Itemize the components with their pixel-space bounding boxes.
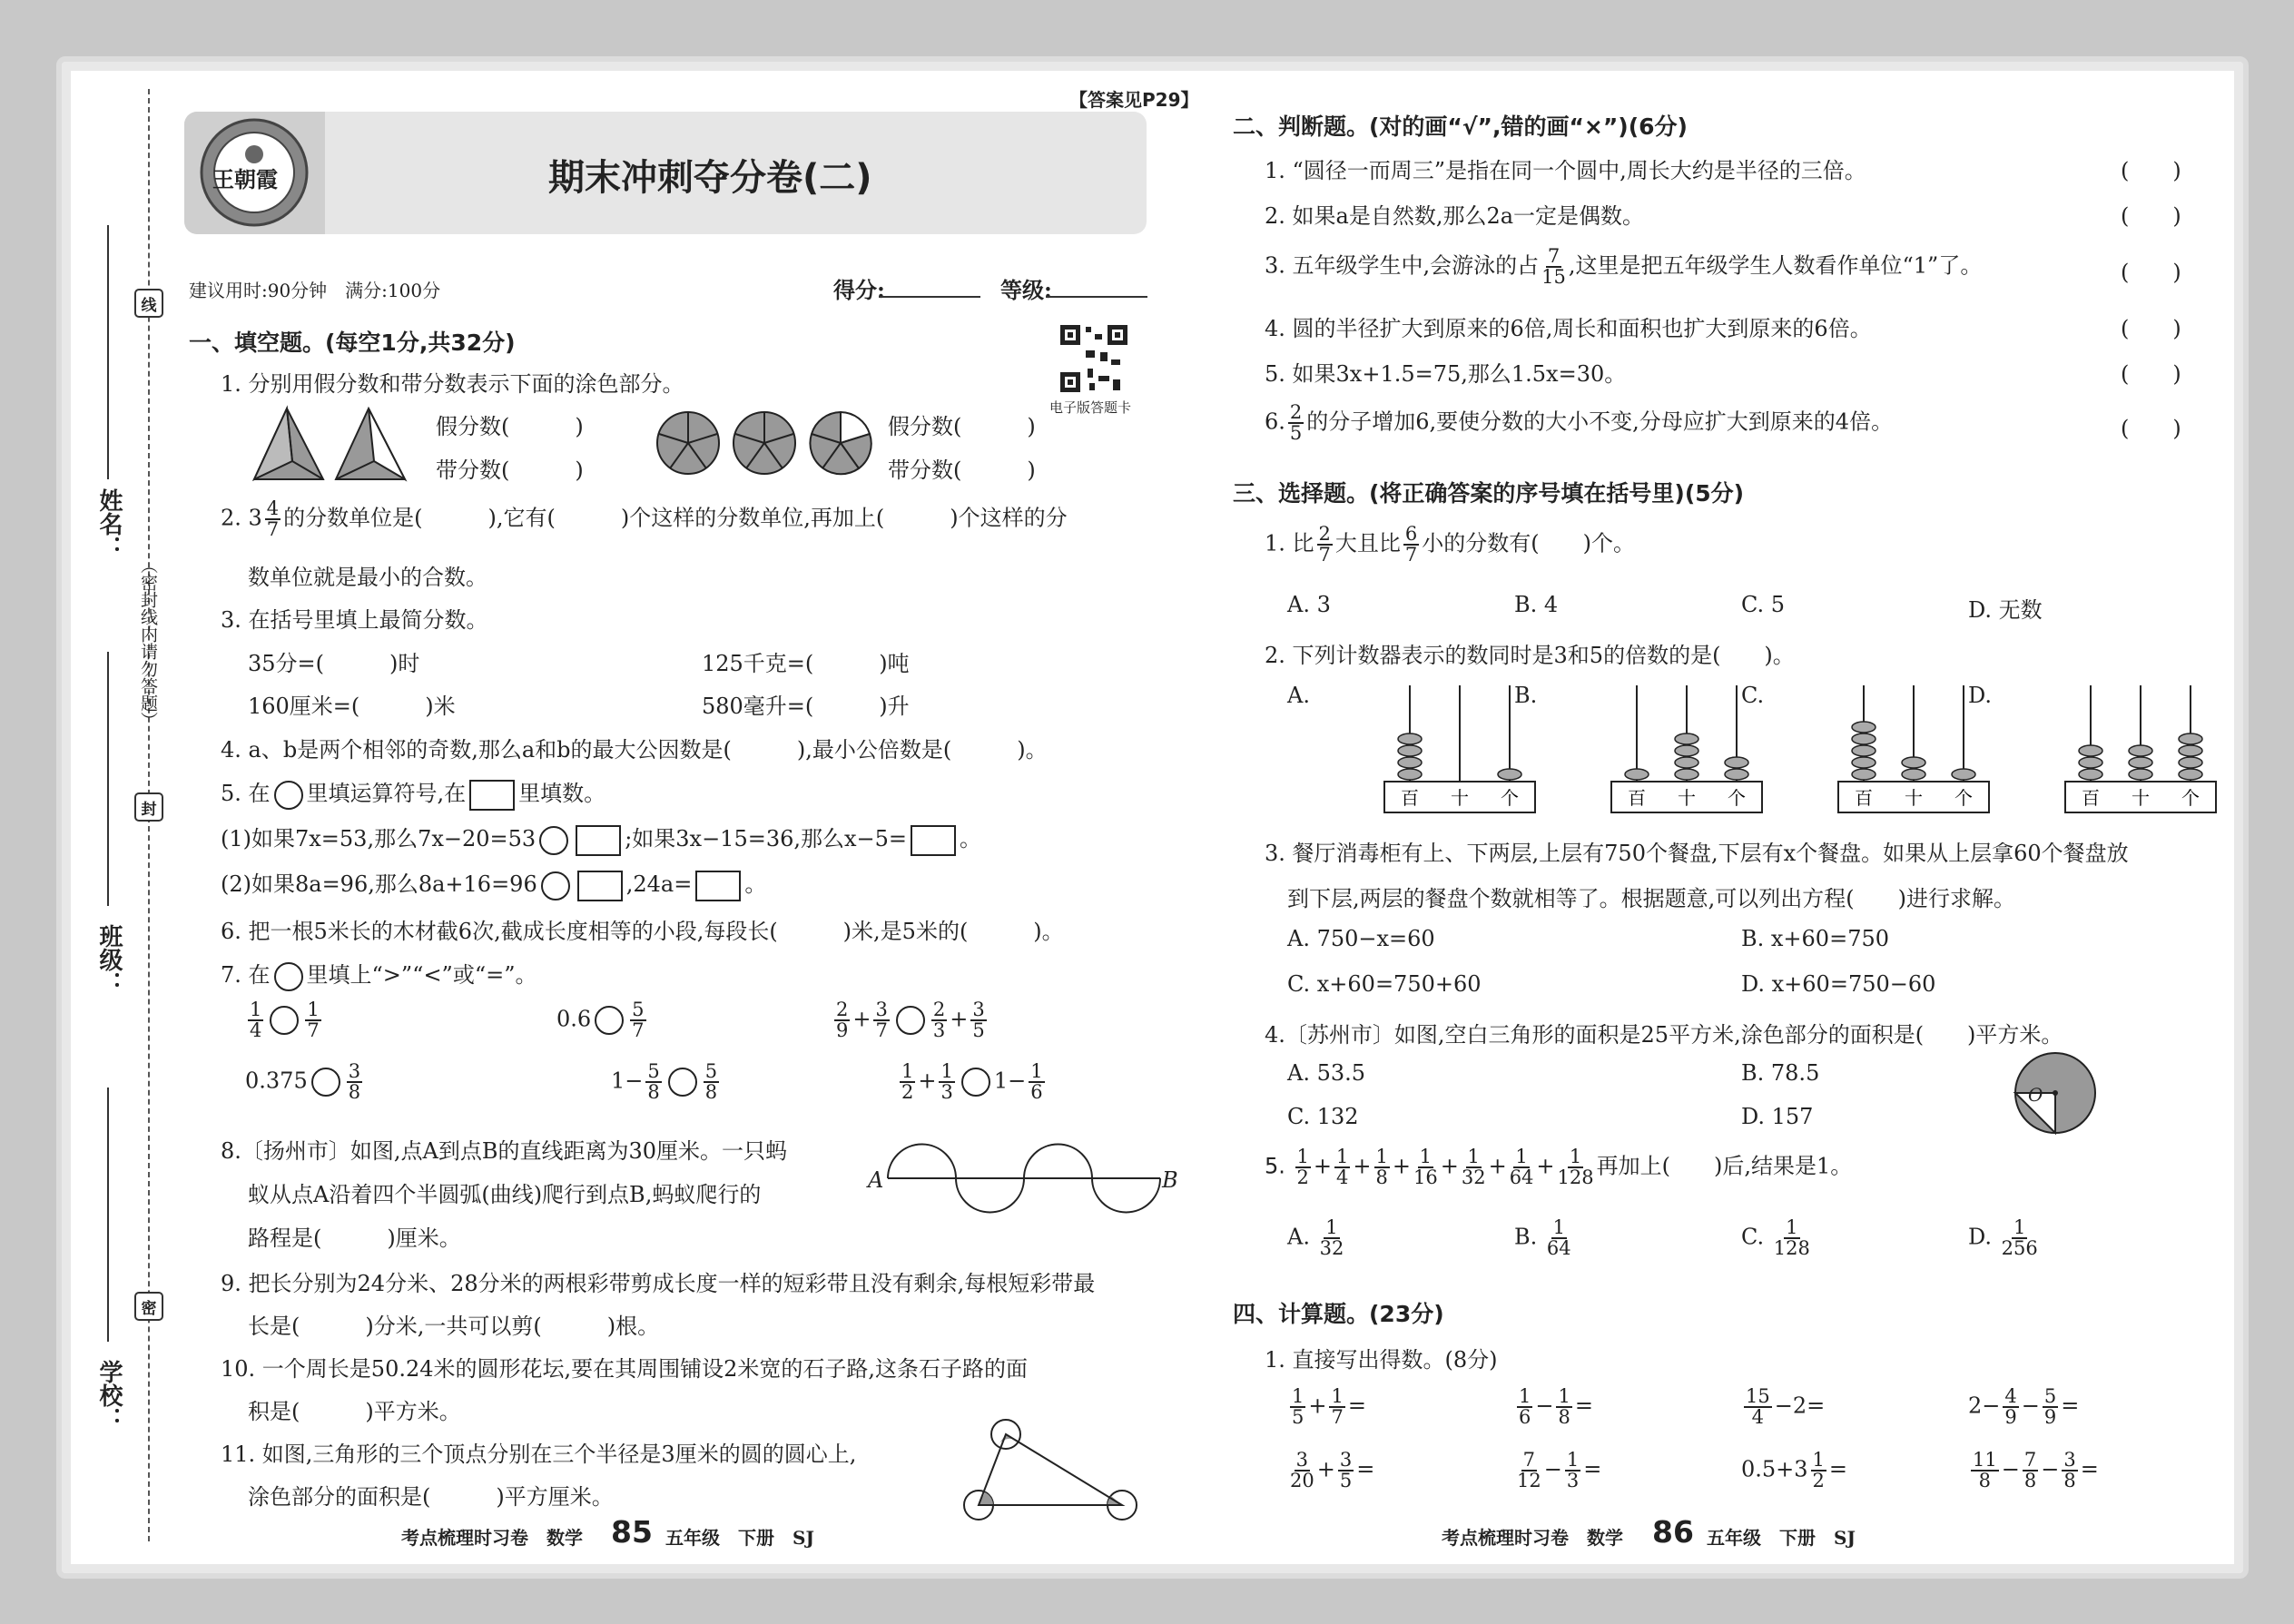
c5-opt-D-label: D. [1968, 1224, 1993, 1250]
calc1-heading: 1. 直接写出得数。(8分) [1265, 1347, 1498, 1373]
c5-f2d: 4 [1336, 1166, 1349, 1188]
c5-opt-C[interactable] [1741, 1218, 1813, 1258]
c1-post: 小的分数有( )个。 [1422, 530, 1636, 556]
q5-b: 里填运算符号,在 [306, 781, 467, 806]
abacus-col-label: 十 [1451, 787, 1469, 809]
c5-opt-A-num: 1 [1325, 1216, 1338, 1238]
judge-6-post: 的分子增加6,要使分数的大小不变,分母应扩大到原来的4倍。 [1306, 408, 1894, 435]
q1-improper-1[interactable]: 假分数( ) [436, 414, 584, 439]
abacus-col-label: 十 [2132, 787, 2150, 809]
name-underline [107, 225, 109, 479]
q5-2 [221, 866, 766, 901]
abacus-col-label: 十 [1905, 787, 1923, 809]
abacus-col-label: 个 [1954, 787, 1973, 809]
abacus-bead [1498, 769, 1521, 780]
q1-mixed-1[interactable]: 带分数( ) [436, 458, 584, 483]
c4-opt-C[interactable]: C. 132 [1287, 1104, 1359, 1129]
q1-mixed-2[interactable]: 带分数( ) [888, 458, 1036, 483]
abacus-bead [2179, 757, 2202, 768]
c3-opt-B[interactable]: B. x+60=750 [1741, 926, 1889, 951]
score-blank[interactable] [879, 296, 980, 298]
school-label: 学校： [95, 1360, 123, 1431]
q5-1-box2[interactable] [911, 825, 956, 856]
q7-3-dd: 5 [972, 1019, 985, 1041]
calc-3[interactable]: $\frac{15}{4}$ −2= [1746, 1385, 1826, 1428]
choice-4: 4.〔苏州市〕如图,空白三角形的面积是25平方米,涂色部分的面积是( )平方米。 [1265, 1022, 2063, 1048]
c1-pre: 1. 比 [1265, 530, 1314, 556]
q2-line2: 数单位就是最小的合数。 [248, 565, 487, 590]
choice-5: 5. $\frac{1}{2}$ + $\frac{1}{4}$ + $\frac{1}{8}$ + $\frac{1}{16}$ + $\frac{1}{32}$ + $\frac{1}{64}$ + $\frac{1}{128}$ 再加上( )后,结果是1。 [1265, 1146, 1853, 1188]
abacus-bead [1725, 757, 1748, 768]
grade-blank[interactable] [1046, 296, 1147, 298]
q3-text: 3. 在括号里填上最简分数。 [221, 607, 488, 633]
q1-improper-2[interactable]: 假分数( ) [888, 414, 1036, 439]
abacus-bead [1675, 733, 1698, 744]
c2-label-A[interactable]: A. [1287, 683, 1310, 708]
q7-item-4[interactable] [245, 1062, 365, 1102]
q5-c: 里填数。 [518, 781, 606, 806]
q7-1-ld: 4 [250, 1019, 262, 1041]
section3-heading: 三、选择题。(将正确答案的序号填在括号里)(5分) [1233, 480, 1745, 507]
abacus-A [1383, 684, 1537, 820]
c3-opt-D[interactable]: D. x+60=750−60 [1741, 971, 1936, 997]
abacus-bead [1398, 733, 1422, 744]
abacus-col-label: 百 [1855, 787, 1873, 809]
c5-f2n: 1 [1336, 1146, 1349, 1167]
q5-1c: 。 [960, 826, 982, 851]
judge-3-pre: 3. 五年级学生中,会游泳的占 [1265, 252, 1540, 279]
abacus-bead [1852, 733, 1876, 744]
q5-2-box1[interactable] [577, 871, 623, 901]
q7-3-cd: 3 [932, 1019, 946, 1041]
c4-opt-D[interactable]: D. 157 [1741, 1104, 1814, 1129]
q2-frac [265, 499, 281, 539]
judge-3-den: 15 [1541, 266, 1566, 288]
abacus-bead [1902, 769, 1925, 780]
abacus-bead [1398, 769, 1422, 780]
abacus-bead [1398, 757, 1422, 768]
q8-line3: 路程是( )厘米。 [248, 1225, 461, 1251]
judge-6-den: 5 [1289, 422, 1303, 444]
c2-label-C[interactable]: C. [1741, 683, 1765, 708]
q6-text: 6. 把一根5米长的木材截6次,截成长度相等的小段,每段长( )米,是5米的( )。 [221, 919, 1064, 944]
c5-f1d: 2 [1296, 1166, 1309, 1188]
choice-1 [1265, 525, 1635, 565]
q5-2b: ,24a= [625, 871, 693, 897]
q7-6-bn: 1 [940, 1060, 953, 1082]
abacus-col-label: 个 [1728, 787, 1746, 809]
q5-2a: (2)如果8a=96,那么8a+16=96 [221, 871, 537, 897]
abacus-bead [2079, 745, 2102, 756]
section2-heading: 二、判断题。(对的画“√”,错的画“×”)(6分) [1233, 113, 1688, 140]
c5-opt-B-num: 1 [1552, 1216, 1565, 1238]
abacus-bead [1675, 757, 1698, 768]
abacus-col-label: 百 [2082, 787, 2100, 809]
c4-circle-diagram [2012, 1049, 2099, 1137]
q7-text [221, 957, 537, 991]
c5-f3n: 1 [1375, 1146, 1388, 1167]
answer-ref: 【答案见P29】 [1069, 89, 1199, 111]
q5-1 [221, 821, 981, 856]
page-number-left: 85 [611, 1514, 653, 1550]
c5-post: 再加上( )后,结果是1。 [1596, 1153, 1853, 1179]
abacus-C [1836, 684, 1991, 820]
q3-item-2[interactable]: 125千克=( )吨 [702, 651, 910, 676]
c4-opt-B[interactable]: B. 78.5 [1741, 1060, 1820, 1086]
q7-circle-icon [274, 962, 303, 991]
q7-item-5[interactable] [611, 1062, 722, 1102]
calc-2[interactable]: $\frac{1}{6}$ − $\frac{1}{8}$ = [1519, 1385, 1593, 1428]
calc-6[interactable]: $\frac{7}{12}$ − $\frac{1}{3}$ = [1517, 1449, 1602, 1491]
judge-4: 4. 圆的半径扩大到原来的6倍,周长和面积也扩大到原来的6倍。 [1265, 316, 1872, 341]
q7-6-an: 1 [901, 1060, 914, 1082]
c5-f7d: 128 [1557, 1166, 1594, 1188]
c5-opt-D-den: 256 [2001, 1237, 2038, 1259]
c5-f4d: 16 [1413, 1166, 1438, 1188]
qr-code[interactable] [1058, 323, 1129, 394]
q3-item-4[interactable]: 580毫升=( )升 [702, 694, 910, 719]
c5-f6d: 64 [1509, 1166, 1534, 1188]
abacus-bead [1398, 745, 1422, 756]
abacus-bead [1852, 757, 1876, 768]
q7-5-fn: 5 [647, 1060, 660, 1082]
abacus-bead [1675, 745, 1698, 756]
judge-3-num: 7 [1547, 245, 1561, 267]
q7-2-rn: 5 [632, 999, 645, 1020]
q7-5-rd: 8 [704, 1081, 718, 1103]
judge-1: 1. “圆径一而周三”是指在同一个圆中,周长大约是半径的三倍。 [1265, 158, 1866, 183]
judge-5-paren[interactable]: ( ) [2121, 361, 2181, 387]
abacus-bead [2129, 757, 2152, 768]
c4-O-label: O [2028, 1084, 2043, 1106]
q5-1-circle[interactable] [539, 826, 568, 855]
footer-left-post: 五年级 下册 SJ [665, 1527, 814, 1549]
q5-2-box2[interactable] [695, 871, 741, 901]
name-label: 姓名： [95, 488, 123, 559]
abacus-bead [1675, 769, 1698, 780]
c5-opt-A-den: 32 [1319, 1237, 1344, 1259]
q7-3-bd: 7 [875, 1019, 888, 1041]
q1-circles [652, 407, 879, 483]
q7-3-circle[interactable] [896, 1006, 925, 1035]
judge-3 [1265, 247, 1982, 287]
q8-point-A: A [868, 1167, 884, 1193]
q5-a: 5. 在 [221, 781, 271, 806]
judge-6 [1265, 403, 1893, 443]
q8-arc-diagram [879, 1128, 1178, 1228]
q7-5-pre: 1− [611, 1068, 644, 1094]
calc-1[interactable]: $\frac{1}{5}$ + $\frac{1}{7}$ = [1292, 1385, 1366, 1428]
q7-3-an: 2 [836, 999, 849, 1020]
c5-opt-B-label: B. [1514, 1224, 1538, 1250]
footer-left-pre: 考点梳理时习卷 数学 [401, 1527, 583, 1549]
judge-6-pre: 6. [1265, 408, 1285, 435]
c5-f7n: 1 [1569, 1146, 1582, 1167]
c1-mid: 大且比 [1334, 530, 1401, 556]
q9-line1: 9. 把长分别为24分米、28分米的两根彩带剪成长度一样的短彩带且没有剩余,每根短彩带最 [221, 1271, 1096, 1296]
q4-text: 4. a、b是两个相邻的奇数,那么a和b的最大公因数是( ),最小公倍数是( )。 [221, 737, 1048, 763]
qr-caption: 电子版答题卡 [1049, 399, 1132, 416]
c1-opt-B[interactable]: B. 4 [1514, 592, 1559, 617]
c1-opt-D[interactable]: D. 无数 [1968, 597, 2043, 623]
c5-f5n: 1 [1467, 1146, 1480, 1167]
q7-3-cn: 2 [932, 999, 946, 1020]
calc-7[interactable]: 0.5+3 $\frac{1}{2}$ = [1741, 1449, 1848, 1491]
q3-item-1[interactable]: 35分=( )时 [248, 651, 420, 676]
c5-f3d: 8 [1375, 1166, 1388, 1188]
q5-circle-icon [274, 781, 303, 810]
q7-1-rn: 1 [307, 999, 320, 1020]
q5-text [221, 775, 605, 811]
c5-opt-B-den: 64 [1546, 1237, 1571, 1259]
abacus-col-label: 十 [1678, 787, 1696, 809]
c5-f1n: 1 [1296, 1146, 1309, 1167]
q5-box-icon [469, 780, 515, 811]
q7-5-circle[interactable] [668, 1068, 697, 1097]
q7-6-ad: 2 [901, 1081, 914, 1103]
abacus-B [1610, 684, 1764, 820]
c3-opt-A[interactable]: A. 750−x=60 [1287, 926, 1435, 951]
seal2-mark: 密 [134, 1292, 163, 1321]
q7-5-fd: 8 [647, 1081, 660, 1103]
section4-heading: 四、计算题。(23分) [1233, 1301, 1444, 1327]
q2-num: 4 [266, 497, 280, 519]
c5-opt-C-num: 1 [1786, 1216, 1798, 1238]
footer-right-post: 五年级 下册 SJ [1707, 1527, 1856, 1549]
c4-opt-A[interactable]: A. 53.5 [1287, 1060, 1366, 1086]
q10-line2: 积是( )平方米。 [248, 1399, 461, 1424]
judge-2-paren[interactable]: ( ) [2121, 203, 2181, 229]
choice-3-line1: 3. 餐厅消毒柜有上、下两层,上层有750个餐盘,下层有x个餐盘。如果从上层拿60个餐盘放 [1265, 841, 2129, 866]
choice-2: 2. 下列计数器表示的数同时是3和5的倍数的是( )。 [1265, 643, 1795, 668]
abacus-bead [2129, 745, 2152, 756]
abacus-col-label: 百 [1628, 787, 1646, 809]
q7-1-circle[interactable] [270, 1006, 299, 1035]
abacus-bead [1952, 769, 1975, 780]
q7-5-rn: 5 [704, 1060, 718, 1082]
q7-2-circle[interactable] [595, 1006, 624, 1035]
q5-2c: 。 [744, 871, 767, 897]
q7-4-left: 0.375 [245, 1068, 308, 1094]
judge-6-num: 2 [1289, 401, 1303, 423]
abacus-bead [1725, 769, 1748, 780]
judge-4-paren[interactable]: ( ) [2121, 316, 2181, 341]
q5-1-box1[interactable] [576, 825, 621, 856]
time-info: 建议用时:90分钟 满分:100分 [189, 280, 441, 301]
judge-2: 2. 如果a是自然数,那么2a一定是偶数。 [1265, 203, 1645, 229]
q7-item-2[interactable] [556, 1000, 649, 1040]
q7-6-cd: 6 [1030, 1081, 1043, 1103]
c1-opt-A[interactable]: A. 3 [1287, 592, 1331, 617]
c2-label-B[interactable]: B. [1514, 683, 1538, 708]
section1-heading: 一、填空题。(每空1分,共32分) [189, 330, 516, 356]
c5-opt-D[interactable] [1968, 1218, 2041, 1258]
abacus-bead [2129, 769, 2152, 780]
q10-line1: 10. 一个周长是50.24米的圆形花坛,要在其周围铺设2米宽的石子路,这条石子路的面 [221, 1356, 1029, 1382]
q5-2-circle[interactable] [541, 871, 570, 901]
q7-3-bn: 3 [875, 999, 888, 1020]
q2-text [221, 499, 1068, 539]
q2-prefix: 2. 3 [221, 505, 262, 531]
c1-f1d: 7 [1318, 544, 1331, 566]
c3-opt-C[interactable]: C. x+60=750+60 [1287, 971, 1482, 997]
q7-1-rd: 7 [307, 1019, 320, 1041]
school-underline [107, 1088, 109, 1342]
abacus-D [2063, 684, 2218, 820]
judge-6-paren[interactable]: ( ) [2121, 416, 2181, 441]
calc-8[interactable]: $\frac{11}{8}$ − $\frac{7}{8}$ − $\frac{3}{8}$ = [1973, 1449, 2099, 1491]
line-mark: 线 [134, 289, 163, 318]
q8-line1: 8.〔扬州市〕如图,点A到点B的直线距离为30厘米。一只蚂 [221, 1138, 788, 1164]
c1-opt-C[interactable]: C. 5 [1741, 592, 1786, 617]
q1-text: 1. 分别用假分数和带分数表示下面的涂色部分。 [221, 371, 684, 397]
q11-line1: 11. 如图,三角形的三个顶点分别在三个半径是3厘米的圆的圆心上, [221, 1442, 857, 1467]
q7-2-left: 0.6 [556, 1006, 592, 1032]
q9-line2: 长是( )分米,一共可以剪( )根。 [248, 1314, 660, 1339]
calc-5[interactable]: $\frac{3}{20}$ + $\frac{3}{5}$ = [1290, 1449, 1375, 1491]
q7-item-1[interactable] [245, 1000, 324, 1040]
abacus-bead [1625, 769, 1649, 780]
c5-f4n: 1 [1419, 1146, 1433, 1167]
logo-text: 王朝霞 [212, 166, 278, 192]
exam-title: 期末冲刺夺分卷(二) [548, 157, 872, 199]
abacus-col-label: 百 [1401, 787, 1419, 809]
q7-6-cn: 1 [1030, 1060, 1043, 1082]
class-label: 班级： [95, 924, 123, 995]
abacus-bead [2179, 745, 2202, 756]
c5-opt-D-num: 1 [2013, 1216, 2026, 1238]
abacus-bead [1852, 769, 1876, 780]
q2-post: 的分数单位是( ),它有( )个这样的分数单位,再加上( )个这样的分 [283, 505, 1068, 531]
c5-opt-A[interactable] [1287, 1218, 1346, 1258]
choice-3-line2: 到下层,两层的餐盘个数就相等了。根据题意,可以列出方程( )进行求解。 [1287, 886, 2015, 911]
grade-label: 等级: [1000, 277, 1052, 303]
exam-sheet [56, 56, 2249, 1579]
abacus-bead [1852, 722, 1876, 733]
score-label: 得分: [833, 277, 885, 303]
c5-f5d: 32 [1461, 1166, 1486, 1188]
q7-2-rd: 7 [632, 1019, 645, 1041]
q2-den: 7 [266, 518, 280, 540]
c1-f1n: 2 [1318, 523, 1331, 545]
q5-1a: (1)如果7x=53,那么7x−20=53 [221, 826, 537, 851]
class-underline [107, 652, 109, 906]
footer-right-pre: 考点梳理时习卷 数学 [1442, 1527, 1623, 1549]
abacus-bead [2179, 769, 2202, 780]
q7-3-dn: 3 [972, 999, 985, 1020]
judge-1-paren[interactable]: ( ) [2121, 158, 2181, 183]
q5-1b: ;如果3x−15=36,那么x−5= [625, 826, 908, 851]
q7-1-ln: 1 [250, 999, 262, 1020]
c5-opt-C-label: C. [1741, 1224, 1765, 1250]
c5-opt-A-label: A. [1287, 1224, 1310, 1250]
abacus-bead [1902, 757, 1925, 768]
abacus-bead [2179, 733, 2202, 744]
q7-6-bd: 3 [940, 1081, 953, 1103]
q7-item-6[interactable]: $\frac{1}{2}$ + $\frac{1}{3}$ 1− $\frac{1}{6}$ [901, 1060, 1043, 1103]
q7-4-rd: 8 [348, 1081, 361, 1103]
q7-4-rn: 3 [348, 1060, 361, 1082]
judge-5: 5. 如果3x+1.5=75,那么1.5x=30。 [1265, 361, 1627, 387]
abacus-bead [2079, 757, 2102, 768]
q7-b: 里填上“>”“<”或“=”。 [306, 962, 537, 988]
abacus-col-label: 个 [2181, 787, 2200, 809]
c5-opt-C-den: 128 [1773, 1237, 1810, 1259]
c1-f2n: 6 [1404, 523, 1418, 545]
q7-4-circle[interactable] [311, 1068, 340, 1097]
q7-6-pre: 1− [993, 1068, 1027, 1094]
q7-6-circle[interactable] [961, 1068, 990, 1097]
q7-item-3[interactable]: $\frac{2}{9}$ + $\frac{3}{7}$ $\frac{2}{3}$ + $\frac{3}{5}$ [836, 999, 985, 1041]
calc-4[interactable]: 2− $\frac{4}{9}$ − $\frac{5}{9}$ = [1968, 1385, 2080, 1428]
abacus-bead [2079, 769, 2102, 780]
q8-line2: 蚁从点A沿着四个半圆弧(曲线)爬行到点B,蚂蚁爬行的 [248, 1182, 762, 1207]
c5-opt-B[interactable] [1514, 1218, 1574, 1258]
judge-3-post: ,这里是把五年级学生人数看作单位“1”了。 [1568, 252, 1983, 279]
c5-f6n: 1 [1515, 1146, 1528, 1167]
abacus-col-label: 个 [1501, 787, 1519, 809]
abacus-bead [1852, 745, 1876, 756]
q11-triangle-diagram [960, 1414, 1142, 1523]
q11-line2: 涂色部分的面积是( )平方厘米。 [248, 1484, 614, 1510]
judge-3-paren[interactable]: ( ) [2121, 260, 2181, 285]
q8-point-B: B [1162, 1167, 1178, 1193]
c2-label-D[interactable]: D. [1968, 683, 1993, 708]
seal-mark: 封 [134, 792, 163, 822]
c1-f2d: 7 [1404, 544, 1418, 566]
q3-item-3[interactable]: 160厘米=( )米 [248, 694, 456, 719]
q7-3-ad: 9 [836, 1019, 849, 1041]
page-number-right: 86 [1652, 1514, 1694, 1550]
q7-a: 7. 在 [221, 962, 271, 988]
no-answer-note: （密封线内请勿答题） [138, 556, 158, 729]
